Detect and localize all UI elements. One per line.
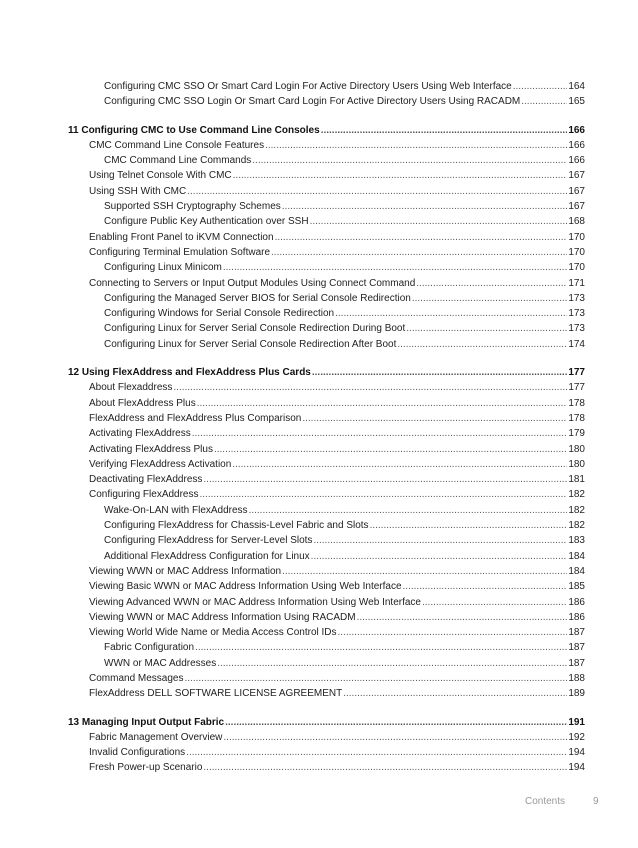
- toc-entry-title: About Flexaddress: [89, 382, 173, 394]
- toc-chapter-entry[interactable]: [0, 715, 638, 730]
- toc-entry[interactable]: [0, 610, 638, 625]
- dot-leader: [357, 610, 568, 625]
- dot-leader: [397, 337, 567, 352]
- dot-leader: [313, 533, 567, 548]
- toc-entry-title: Configuring FlexAddress for Chassis-Level Fabric and Slots: [104, 520, 369, 532]
- toc-entry-title: Configure Public Key Authentication over SSH: [104, 216, 309, 228]
- dot-leader: [203, 760, 567, 775]
- toc-entry[interactable]: [0, 595, 638, 610]
- toc-entry-title: Supported SSH Cryptography Schemes: [104, 201, 281, 213]
- toc-entry[interactable]: [0, 260, 638, 275]
- toc-entry[interactable]: [0, 518, 638, 533]
- dot-leader: [203, 472, 567, 487]
- toc-entry[interactable]: [0, 199, 638, 214]
- toc-entry-page: 187: [568, 642, 585, 654]
- dot-leader: [223, 730, 567, 745]
- dot-leader: [186, 745, 567, 760]
- toc-entry-page: 184: [568, 565, 585, 577]
- toc-entry-page: 187: [568, 657, 585, 669]
- toc-entry-page: 167: [568, 170, 585, 182]
- toc-entry[interactable]: [0, 245, 638, 260]
- dot-leader: [416, 276, 567, 291]
- toc-entry-title: Fresh Power-up Scenario: [89, 762, 203, 774]
- toc-entry[interactable]: [0, 760, 638, 775]
- toc-entry[interactable]: [0, 230, 638, 245]
- toc-entry-page: 165: [568, 96, 585, 108]
- toc-entry-title: Configuring Terminal Emulation Software: [89, 246, 271, 258]
- toc-entry[interactable]: [0, 533, 638, 548]
- toc-entry-title: Viewing Basic WWN or MAC Address Information Using Web Interface: [89, 581, 402, 593]
- dot-leader: [282, 199, 568, 214]
- toc-entry[interactable]: [0, 625, 638, 640]
- footer-section-label: Contents: [525, 796, 566, 807]
- toc-entry-page: 170: [568, 262, 585, 274]
- toc-entry[interactable]: [0, 79, 638, 94]
- toc-entry-page: 180: [568, 458, 585, 470]
- section-gap: [0, 110, 638, 123]
- toc-entry-title: Fabric Configuration: [104, 642, 195, 654]
- toc-entry-page: 170: [568, 246, 585, 258]
- toc-entry[interactable]: [0, 656, 638, 671]
- dot-leader: [187, 184, 567, 199]
- dot-leader: [310, 214, 568, 229]
- section-gap: [0, 702, 638, 715]
- toc-entry-title: Deactivating FlexAddress: [89, 474, 203, 486]
- toc-entry[interactable]: [0, 472, 638, 487]
- toc-entry-page: 182: [568, 504, 585, 516]
- toc-entry-title: Configuring CMC SSO Or Smart Card Login For Active Directory Users Using Web Interface: [104, 81, 512, 92]
- toc-entry[interactable]: [0, 671, 638, 686]
- toc-entry-page: 182: [568, 520, 585, 532]
- toc-entry-title: FlexAddress and FlexAddress Plus Comparison: [89, 412, 302, 424]
- dot-leader: [223, 260, 567, 275]
- dot-leader: [265, 138, 567, 153]
- toc-entry-title: Configuring Linux for Server Serial Console Redirection After Boot: [104, 338, 397, 350]
- toc-entry-page: 173: [568, 292, 585, 304]
- toc-entry-page: 184: [568, 550, 585, 562]
- toc-entry-page: 187: [568, 627, 585, 639]
- dot-leader: [403, 579, 568, 594]
- dot-leader: [197, 396, 568, 411]
- dot-leader: [214, 442, 567, 457]
- dot-leader: [225, 715, 567, 730]
- toc-entry-title: Using SSH With CMC: [89, 185, 187, 197]
- dot-leader: [302, 411, 567, 426]
- toc-entry-title: CMC Command Line Commands: [104, 155, 252, 167]
- toc-entry-title: Configuring CMC SSO Login Or Smart Card Login For Active Directory Users Using RACADM: [104, 96, 521, 108]
- toc-entry[interactable]: [0, 549, 638, 564]
- toc-entry-page: 167: [568, 185, 585, 197]
- dot-leader: [338, 625, 568, 640]
- toc-chapter-entry[interactable]: [0, 365, 638, 380]
- toc-entry-title: 11 Configuring CMC to Use Command Line Consoles: [68, 124, 320, 136]
- toc-entry-title: Verifying FlexAddress Activation: [89, 458, 232, 470]
- toc-entry-page: 178: [568, 412, 585, 424]
- toc-entry-title: Configuring the Managed Server BIOS for Serial Console Redirection: [104, 292, 411, 304]
- toc-entry[interactable]: [0, 730, 638, 745]
- toc-entry-title: About FlexAddress Plus: [89, 397, 196, 409]
- dot-leader: [343, 686, 567, 701]
- toc-entry-title: Command Messages: [89, 672, 184, 684]
- toc-entry[interactable]: [0, 153, 638, 168]
- toc-entry-title: FlexAddress DELL SOFTWARE LICENSE AGREEMENT: [89, 688, 343, 700]
- dot-leader: [217, 656, 567, 671]
- toc-chapter-entry[interactable]: [0, 123, 638, 138]
- toc-entry-page: 173: [568, 308, 585, 320]
- toc-entry-page: 183: [568, 535, 585, 547]
- toc-entry-page: 188: [568, 672, 585, 684]
- toc-entry-title: Viewing WWN or MAC Address Information: [89, 565, 282, 577]
- toc-entry[interactable]: [0, 396, 638, 411]
- toc-entry-page: 179: [568, 428, 585, 440]
- toc-entry-page: 186: [568, 596, 585, 608]
- toc-entry[interactable]: [0, 426, 638, 441]
- dot-leader: [249, 503, 568, 518]
- toc-entry[interactable]: [0, 94, 638, 109]
- table-of-contents: [0, 79, 638, 776]
- toc-entry-page: 168: [568, 216, 585, 228]
- dot-leader: [184, 671, 567, 686]
- toc-entry[interactable]: [0, 214, 638, 229]
- toc-entry[interactable]: [0, 503, 638, 518]
- toc-entry-page: 173: [568, 323, 585, 335]
- toc-entry-page: 189: [568, 688, 585, 700]
- toc-entry-title: Fabric Management Overview: [89, 731, 223, 743]
- toc-entry-page: 166: [568, 139, 585, 151]
- dot-leader: [521, 94, 567, 109]
- toc-entry[interactable]: [0, 306, 638, 321]
- section-gap: [0, 352, 638, 365]
- dot-leader: [311, 549, 568, 564]
- toc-entry-title: 12 Using FlexAddress and FlexAddress Plus Cards: [68, 367, 311, 379]
- toc-entry-page: 182: [568, 489, 585, 501]
- toc-entry-title: Enabling Front Panel to iKVM Connection: [89, 231, 274, 243]
- toc-entry[interactable]: [0, 487, 638, 502]
- toc-entry-title: WWN or MAC Addresses: [104, 657, 217, 669]
- toc-entry[interactable]: [0, 276, 638, 291]
- toc-entry-page: 186: [568, 611, 585, 623]
- toc-entry[interactable]: [0, 380, 638, 395]
- toc-entry-page: 167: [568, 201, 585, 213]
- toc-entry-page: 177: [568, 382, 585, 394]
- toc-entry-title: Configuring FlexAddress: [89, 489, 199, 501]
- dot-leader: [233, 168, 568, 183]
- toc-entry-title: CMC Command Line Console Features: [89, 139, 265, 151]
- toc-entry-title: Configuring Windows for Serial Console Redirection: [104, 308, 335, 320]
- dot-leader: [370, 518, 568, 533]
- dot-leader: [275, 230, 568, 245]
- toc-entry[interactable]: [0, 321, 638, 336]
- dot-leader: [173, 380, 567, 395]
- toc-entry-title: Viewing World Wide Name or Media Access Control IDs: [89, 627, 337, 639]
- toc-entry-title: Configuring FlexAddress for Server-Level Slots: [104, 535, 313, 547]
- dot-leader: [252, 153, 567, 168]
- toc-entry[interactable]: [0, 138, 638, 153]
- toc-entry-page: 191: [568, 716, 585, 728]
- toc-entry-title: Configuring Linux for Server Serial Console Redirection During Boot: [104, 323, 406, 335]
- toc-entry-title: Wake-On-LAN with FlexAddress: [104, 504, 248, 516]
- toc-entry-page: 178: [568, 397, 585, 409]
- toc-entry-page: 185: [568, 581, 585, 593]
- toc-entry-page: 171: [568, 277, 585, 289]
- toc-entry-title: Activating FlexAddress: [89, 428, 191, 440]
- toc-entry-page: 192: [568, 731, 585, 743]
- toc-entry[interactable]: [0, 745, 638, 760]
- toc-entry[interactable]: [0, 564, 638, 579]
- toc-entry-page: 181: [568, 474, 585, 486]
- dot-leader: [422, 595, 567, 610]
- dot-leader: [406, 321, 567, 336]
- toc-entry[interactable]: [0, 442, 638, 457]
- dot-leader: [271, 245, 567, 260]
- toc-entry-title: Activating FlexAddress Plus: [89, 443, 213, 455]
- footer-page-number: 9: [593, 796, 599, 807]
- dot-leader: [195, 640, 567, 655]
- toc-entry-page: 177: [568, 367, 585, 379]
- toc-entry[interactable]: [0, 686, 638, 701]
- toc-entry[interactable]: [0, 457, 638, 472]
- toc-entry-title: Using Telnet Console With CMC: [89, 170, 232, 182]
- dot-leader: [412, 291, 567, 306]
- toc-entry-title: Configuring Linux Minicom: [104, 262, 222, 274]
- toc-entry-page: 164: [568, 81, 585, 92]
- toc-entry[interactable]: [0, 337, 638, 352]
- toc-entry-page: 180: [568, 443, 585, 455]
- toc-entry-page: 166: [568, 124, 585, 136]
- dot-leader: [192, 426, 568, 441]
- toc-entry[interactable]: [0, 411, 638, 426]
- toc-entry-page: 194: [568, 762, 585, 774]
- toc-entry-page: 174: [568, 338, 585, 350]
- toc-entry[interactable]: [0, 640, 638, 655]
- dot-leader: [200, 487, 568, 502]
- dot-leader: [321, 123, 568, 138]
- toc-entry[interactable]: [0, 184, 638, 199]
- dot-leader: [232, 457, 567, 472]
- toc-entry-title: 13 Managing Input Output Fabric: [68, 716, 225, 728]
- toc-entry-page: 194: [568, 747, 585, 759]
- toc-entry-title: Viewing Advanced WWN or MAC Address Information Using Web Interface: [89, 596, 421, 608]
- toc-entry-page: 170: [568, 231, 585, 243]
- toc-entry[interactable]: [0, 579, 638, 594]
- toc-entry-title: Invalid Configurations: [89, 747, 186, 759]
- toc-entry-page: 166: [568, 155, 585, 167]
- dot-leader: [282, 564, 567, 579]
- toc-entry[interactable]: [0, 168, 638, 183]
- toc-entry-title: Viewing WWN or MAC Address Information Using RACADM: [89, 611, 356, 623]
- toc-entry-title: Additional FlexAddress Configuration for Linux: [104, 550, 310, 562]
- dot-leader: [513, 79, 568, 94]
- toc-entry-title: Connecting to Servers or Input Output Modules Using Connect Command: [89, 277, 416, 289]
- dot-leader: [312, 365, 567, 380]
- dot-leader: [335, 306, 567, 321]
- toc-entry[interactable]: [0, 291, 638, 306]
